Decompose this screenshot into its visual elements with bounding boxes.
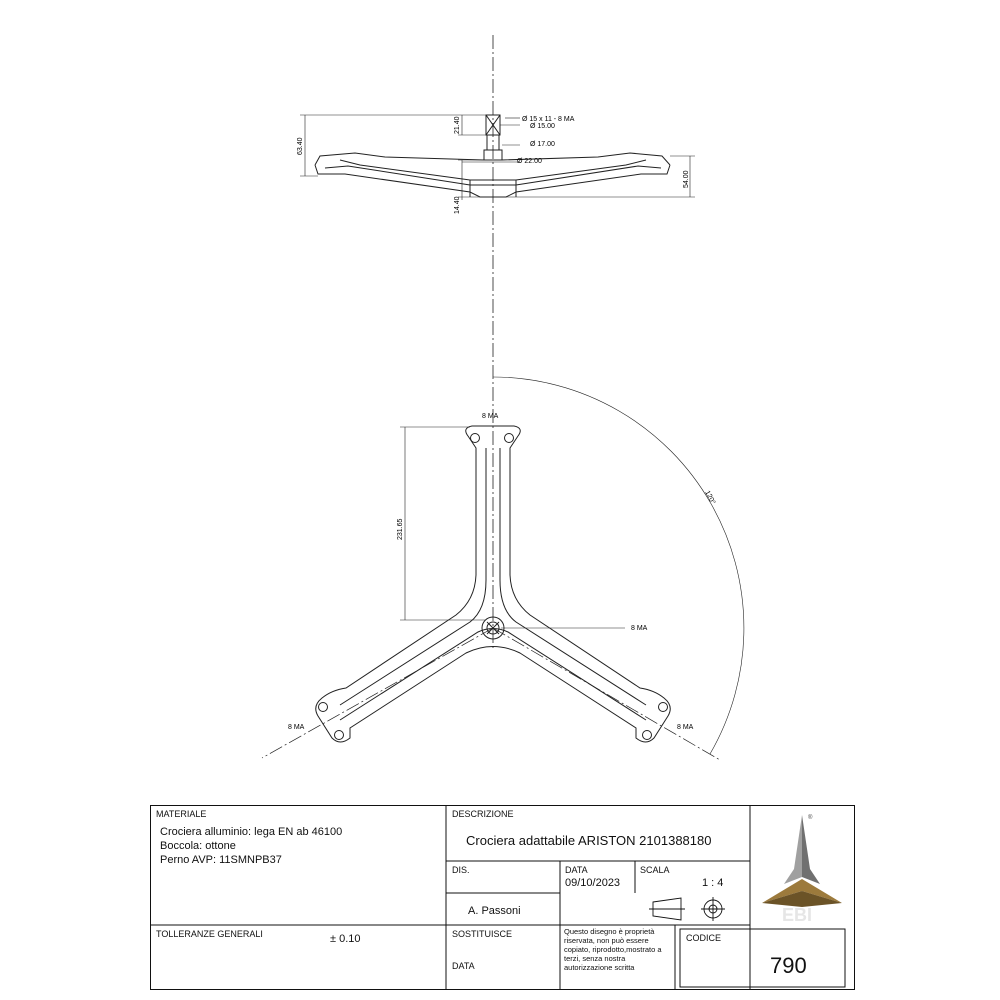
property-note: Questo disegno è proprietà riservata, non può essere copiato, riprodotto,mostrato a terzi, senza nostra autorizzazione scritta bbox=[564, 927, 662, 972]
thread-right: 8 MA bbox=[677, 724, 694, 731]
side-dimensions bbox=[300, 115, 695, 200]
arm-top bbox=[316, 426, 671, 742]
dim-h-shaft: 21.40 bbox=[454, 116, 461, 134]
materiale-label: MATERIALE bbox=[156, 809, 207, 819]
side-arm-upper bbox=[315, 153, 670, 165]
angle-arc bbox=[493, 377, 744, 754]
data-label: DATA bbox=[565, 865, 588, 875]
data-value: 09/10/2023 bbox=[565, 877, 621, 889]
hole-left-1 bbox=[319, 703, 328, 712]
dim-d15: Ø 15.00 bbox=[530, 123, 555, 130]
thread-center: 8 MA bbox=[631, 625, 648, 632]
tolleranze-value: ± 0.10 bbox=[330, 933, 361, 945]
materiale-line-3: Perno AVP: 11SMNPB37 bbox=[160, 854, 282, 866]
dim-h-hub: 14.40 bbox=[454, 196, 461, 214]
dim-d17: Ø 17.00 bbox=[530, 141, 555, 148]
dim-thread: Ø 15 x 11 - 8 MA bbox=[522, 116, 575, 123]
dim-arm-length: 231.65 bbox=[397, 518, 404, 540]
sostituisce-label: SOSTITUISCE bbox=[452, 929, 513, 939]
top-dimensions bbox=[400, 377, 744, 754]
data2-label: DATA bbox=[452, 961, 475, 971]
company-logo bbox=[754, 809, 850, 923]
dim-angle: 120° bbox=[703, 489, 717, 506]
tolleranze-label: TOLLERANZE GENERALI bbox=[156, 929, 263, 939]
codice-value: 790 bbox=[770, 953, 807, 978]
hole-top-right bbox=[505, 434, 514, 443]
dim-d22: Ø 22.00 bbox=[517, 158, 542, 165]
dis-label: DIS. bbox=[452, 865, 470, 875]
top-view bbox=[262, 426, 720, 760]
descrizione-label: DESCRIZIONE bbox=[452, 809, 514, 819]
logo-text: EBI bbox=[782, 905, 813, 923]
dim-h-total: 63.40 bbox=[297, 137, 304, 155]
dim-h-right: 54.00 bbox=[683, 170, 690, 188]
materiale-line-2: Boccola: ottone bbox=[160, 840, 236, 852]
title-block bbox=[150, 805, 855, 990]
materiale-line-1: Crociera alluminio: lega EN ab 46100 bbox=[160, 826, 343, 838]
projection-symbol-icon bbox=[645, 897, 735, 921]
svg-text:®: ® bbox=[808, 815, 813, 821]
hole-left-2 bbox=[335, 731, 344, 740]
hole-right-1 bbox=[659, 703, 668, 712]
codice-label: CODICE bbox=[686, 933, 722, 943]
scala-label: SCALA bbox=[640, 865, 670, 875]
side-view bbox=[315, 115, 670, 197]
dis-value: A. Passoni bbox=[468, 905, 521, 917]
thread-left: 8 MA bbox=[288, 724, 305, 731]
hole-right-2 bbox=[643, 731, 652, 740]
scala-value: 1 : 4 bbox=[702, 877, 724, 889]
descrizione-value: Crociera adattabile ARISTON 2101388180 bbox=[466, 833, 712, 848]
thread-top: 8 MA bbox=[482, 413, 499, 420]
hole-top-left bbox=[471, 434, 480, 443]
